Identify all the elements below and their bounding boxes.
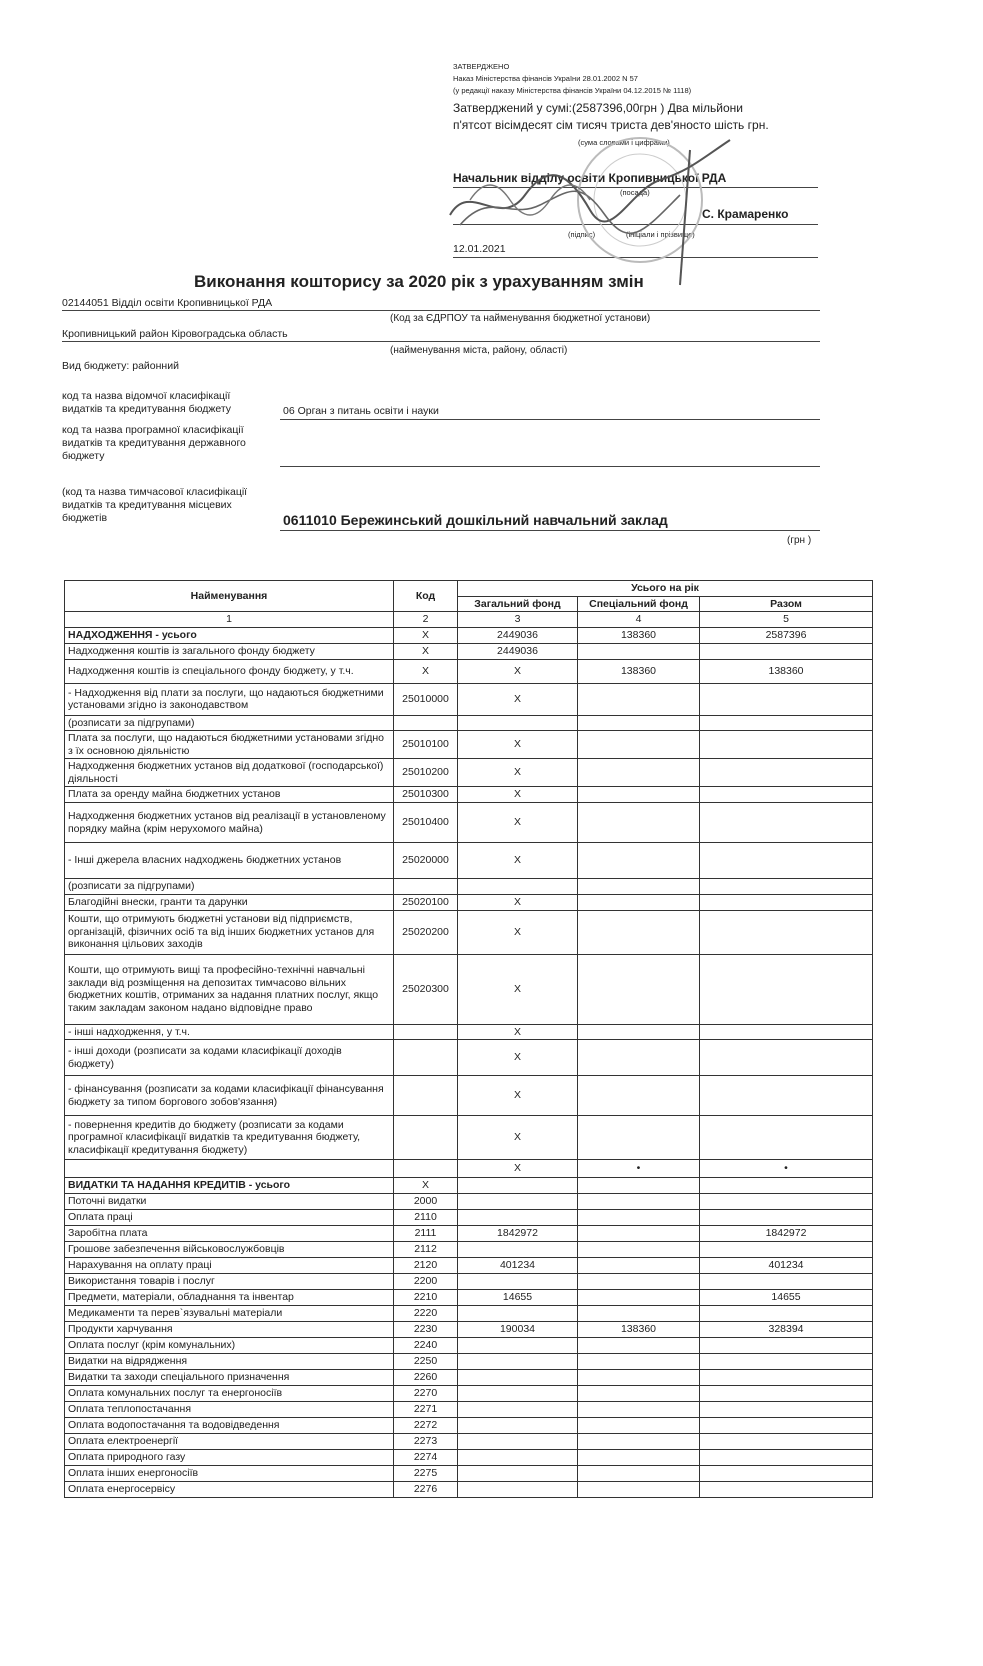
- row-special-fund: [578, 1402, 700, 1418]
- budget-execution-table: [64, 580, 873, 1498]
- row-general-fund: [458, 1386, 578, 1402]
- approver-position: Начальник відділу освіти Кропивницької РДА: [453, 171, 727, 185]
- row-general-fund: 401234: [458, 1258, 578, 1274]
- row-special-fund: [578, 731, 700, 759]
- temp-underline: [280, 530, 820, 531]
- row-special-fund: [578, 843, 700, 879]
- table-column-numbers: [65, 612, 873, 628]
- row-code: 2200: [394, 1274, 458, 1290]
- row-special-fund: [578, 1482, 700, 1498]
- row-special-fund: [578, 1226, 700, 1242]
- row-general-fund: X: [458, 787, 578, 803]
- table-row: [65, 659, 873, 683]
- row-code: 2240: [394, 1338, 458, 1354]
- row-general-fund: [458, 1242, 578, 1258]
- row-general-fund: X: [458, 683, 578, 715]
- row-code: 2120: [394, 1258, 458, 1274]
- row-special-fund: [578, 1466, 700, 1482]
- row-total: [700, 1194, 873, 1210]
- row-special-fund: [578, 759, 700, 787]
- row-total: [700, 1482, 873, 1498]
- row-total: 401234: [700, 1258, 873, 1274]
- row-code: 25020100: [394, 894, 458, 910]
- row-total: [700, 1434, 873, 1450]
- row-general-fund: 1842972: [458, 1226, 578, 1242]
- row-code: [394, 715, 458, 731]
- row-general-fund: [458, 1338, 578, 1354]
- row-total: [700, 843, 873, 879]
- row-total: 1842972: [700, 1226, 873, 1242]
- table-row: [65, 910, 873, 954]
- row-code: 2112: [394, 1242, 458, 1258]
- table-row: [65, 1418, 873, 1434]
- row-name: Оплата природного газу: [65, 1450, 394, 1466]
- row-special-fund: [578, 1116, 700, 1160]
- row-special-fund: [578, 803, 700, 843]
- row-total: [700, 1402, 873, 1418]
- row-general-fund: X: [458, 954, 578, 1024]
- table-row: [65, 1306, 873, 1322]
- row-code: 2270: [394, 1386, 458, 1402]
- row-total: [700, 759, 873, 787]
- row-special-fund: [578, 954, 700, 1024]
- approval-date: 12.01.2021: [453, 243, 506, 255]
- approved-sum-line-1: Затверджений у сумі:(2587396,00грн ) Два мільйони: [453, 101, 743, 115]
- approved-caption: ЗАТВЕРДЖЕНО: [453, 62, 510, 71]
- row-total: [700, 715, 873, 731]
- row-name: ВИДАТКИ ТА НАДАННЯ КРЕДИТІВ - усього: [65, 1178, 394, 1194]
- row-name: Кошти, що отримують бюджетні установи від підприємств, організацій, фізичних осіб та від інших бюджетних установ для виконання цільових заходів: [65, 910, 394, 954]
- row-general-fund: X: [458, 894, 578, 910]
- row-code: 25020200: [394, 910, 458, 954]
- row-total: [700, 787, 873, 803]
- row-code: [394, 1160, 458, 1178]
- table-row: [65, 1386, 873, 1402]
- row-special-fund: [578, 1024, 700, 1040]
- row-total: [700, 1338, 873, 1354]
- row-code: [394, 1116, 458, 1160]
- row-code: 25020000: [394, 843, 458, 879]
- col-number-3: 3: [458, 612, 578, 628]
- table-row: [65, 787, 873, 803]
- row-name: Надходження бюджетних установ від додаткової (господарської) діяльності: [65, 759, 394, 787]
- row-special-fund: [578, 1194, 700, 1210]
- row-name: Кошти, що отримують вищі та професійно-технічні навчальні заклади від розміщення на депозитах тимчасово вільних бюджетних коштів, отриманих за надання платних послуг, якщо таким закладам законом надано відповідне право: [65, 954, 394, 1024]
- institution-value: 02144051 Відділ освіти Кропивницької РДА: [62, 297, 273, 309]
- row-special-fund: [578, 1418, 700, 1434]
- row-special-fund: [578, 1450, 700, 1466]
- row-special-fund: [578, 1076, 700, 1116]
- row-general-fund: X: [458, 659, 578, 683]
- row-general-fund: [458, 1178, 578, 1194]
- row-special-fund: [578, 1306, 700, 1322]
- row-general-fund: X: [458, 1040, 578, 1076]
- row-total: [700, 803, 873, 843]
- row-total: 328394: [700, 1322, 873, 1338]
- table-row: [65, 1354, 873, 1370]
- dept-classification-label: код та назва відомчої класифікації видатків та кредитування бюджету: [62, 390, 232, 415]
- row-code: 25010300: [394, 787, 458, 803]
- row-code: [394, 1024, 458, 1040]
- table-row: [65, 894, 873, 910]
- row-general-fund: [458, 1466, 578, 1482]
- row-code: 2111: [394, 1226, 458, 1242]
- row-name: Оплата теплопостачання: [65, 1402, 394, 1418]
- header-code: Код: [394, 581, 458, 612]
- table-row: [65, 1338, 873, 1354]
- program-underline: [280, 466, 820, 467]
- row-total: [700, 879, 873, 895]
- row-total: [700, 1386, 873, 1402]
- col-number-1: 1: [65, 612, 394, 628]
- header-special-fund: Спеціальний фонд: [578, 596, 700, 612]
- row-general-fund: [458, 1274, 578, 1290]
- row-code: 25010100: [394, 731, 458, 759]
- table-row: [65, 731, 873, 759]
- row-total: [700, 1076, 873, 1116]
- row-special-fund: [578, 1258, 700, 1274]
- row-total: [700, 1354, 873, 1370]
- temporary-classification-value: 0611010 Бережинський дошкільний навчальний заклад: [283, 512, 668, 528]
- row-name: Надходження коштів із спеціального фонду бюджету, у т.ч.: [65, 659, 394, 683]
- row-code: 2230: [394, 1322, 458, 1338]
- row-general-fund: X: [458, 910, 578, 954]
- row-general-fund: [458, 1210, 578, 1226]
- row-general-fund: [458, 1434, 578, 1450]
- row-special-fund: [578, 1242, 700, 1258]
- row-code: 2272: [394, 1418, 458, 1434]
- table-row: [65, 1274, 873, 1290]
- row-total: [700, 683, 873, 715]
- table-row: [65, 1160, 873, 1178]
- row-special-fund: [578, 910, 700, 954]
- table-row: [65, 1242, 873, 1258]
- table-row: [65, 803, 873, 843]
- row-total: [700, 894, 873, 910]
- dept-underline: [280, 419, 820, 420]
- row-general-fund: X: [458, 759, 578, 787]
- header-sum: Разом: [700, 596, 873, 612]
- row-total: [700, 910, 873, 954]
- row-total: [700, 1116, 873, 1160]
- row-special-fund: [578, 1040, 700, 1076]
- program-classification-label: код та назва програмної класифікації видатків та кредитування державного бюджету: [62, 424, 246, 462]
- row-special-fund: •: [578, 1160, 700, 1178]
- row-name: - повернення кредитів до бюджету (розписати за кодами програмної класифікації видатків та кредитування бюджету, класифікації кредитування бюджету): [65, 1116, 394, 1160]
- city-value: Кропивницький район Кіровоградська область: [62, 328, 288, 340]
- initials-caption: (ініціали і прізвище): [626, 230, 695, 239]
- header-total-year: Усього на рік: [458, 581, 873, 597]
- row-special-fund: [578, 1338, 700, 1354]
- row-general-fund: [458, 1194, 578, 1210]
- row-code: 25020300: [394, 954, 458, 1024]
- row-code: 2260: [394, 1370, 458, 1386]
- table-row: [65, 1226, 873, 1242]
- row-total: [700, 643, 873, 659]
- table-row: [65, 1116, 873, 1160]
- row-special-fund: [578, 879, 700, 895]
- row-code: [394, 1040, 458, 1076]
- budget-type: Вид бюджету: районний: [62, 360, 179, 372]
- row-total: [700, 1370, 873, 1386]
- row-total: [700, 1210, 873, 1226]
- table-row: [65, 1370, 873, 1386]
- row-general-fund: [458, 1354, 578, 1370]
- row-general-fund: [458, 1402, 578, 1418]
- table-row: [65, 715, 873, 731]
- row-general-fund: [458, 1450, 578, 1466]
- table-row: [65, 1024, 873, 1040]
- row-total: [700, 1418, 873, 1434]
- row-special-fund: [578, 1354, 700, 1370]
- table-row: [65, 1076, 873, 1116]
- row-special-fund: [578, 1274, 700, 1290]
- table-row: [65, 879, 873, 895]
- row-code: 25010000: [394, 683, 458, 715]
- row-name: Оплата праці: [65, 1210, 394, 1226]
- row-special-fund: [578, 894, 700, 910]
- currency-unit: (грн ): [787, 535, 812, 546]
- row-name: НАДХОДЖЕННЯ - усього: [65, 627, 394, 643]
- row-total: [700, 1274, 873, 1290]
- row-code: X: [394, 627, 458, 643]
- table-row: [65, 627, 873, 643]
- col-number-2: 2: [394, 612, 458, 628]
- row-general-fund: [458, 715, 578, 731]
- row-general-fund: 190034: [458, 1322, 578, 1338]
- order-edition: (у редакції наказу Міністерства фінансів України 04.12.2015 № 1118): [453, 86, 692, 95]
- row-total: [700, 1466, 873, 1482]
- row-name: Оплата електроенергії: [65, 1434, 394, 1450]
- row-total: •: [700, 1160, 873, 1178]
- row-total: [700, 1242, 873, 1258]
- row-special-fund: [578, 1210, 700, 1226]
- row-special-fund: [578, 715, 700, 731]
- institution-caption: (Код за ЄДРПОУ та найменування бюджетної установи): [390, 313, 651, 324]
- sum-caption: (сума словами і цифрами): [578, 138, 670, 147]
- table-row: [65, 759, 873, 787]
- row-general-fund: 2449036: [458, 643, 578, 659]
- row-name: Грошове забезпечення військовослужбовців: [65, 1242, 394, 1258]
- row-special-fund: [578, 787, 700, 803]
- table-row: [65, 1178, 873, 1194]
- temporary-classification-label: (код та назва тимчасової класифікації видатків та кредитування місцевих бюджетів: [62, 486, 248, 524]
- row-name: Поточні видатки: [65, 1194, 394, 1210]
- row-name: Оплата енергосервісу: [65, 1482, 394, 1498]
- approved-sum-line-2: п'ятсот вісімдесят сім тисяч триста дев'яносто шість грн.: [453, 118, 769, 132]
- row-name: Видатки на відрядження: [65, 1354, 394, 1370]
- order-reference: Наказ Міністерства фінансів України 28.01.2002 N 57: [453, 74, 638, 83]
- row-name: Оплата водопостачання та водовідведення: [65, 1418, 394, 1434]
- row-code: 2250: [394, 1354, 458, 1370]
- row-name: Видатки та заходи спеціального призначення: [65, 1370, 394, 1386]
- row-total: [700, 1178, 873, 1194]
- row-name: Оплата інших енергоносіїв: [65, 1466, 394, 1482]
- table-row: [65, 843, 873, 879]
- row-code: 25010200: [394, 759, 458, 787]
- row-total: [700, 731, 873, 759]
- row-code: 2275: [394, 1466, 458, 1482]
- row-name: Продукти харчування: [65, 1322, 394, 1338]
- row-code: [394, 879, 458, 895]
- row-general-fund: X: [458, 731, 578, 759]
- table-row: [65, 1210, 873, 1226]
- table-row: [65, 1402, 873, 1418]
- page-title: Виконання кошторису за 2020 рік з урахуванням змін: [194, 272, 644, 291]
- row-general-fund: [458, 879, 578, 895]
- row-total: 2587396: [700, 627, 873, 643]
- row-total: 138360: [700, 659, 873, 683]
- row-special-fund: [578, 1386, 700, 1402]
- row-special-fund: [578, 1434, 700, 1450]
- row-name: - Надходження від плати за послуги, що надаються бюджетними установами згідно із законодавством: [65, 683, 394, 715]
- table-row: [65, 1258, 873, 1274]
- row-special-fund: 138360: [578, 659, 700, 683]
- signature-stamp-graphic: [430, 120, 750, 290]
- row-special-fund: [578, 1178, 700, 1194]
- row-special-fund: [578, 1290, 700, 1306]
- table-header-row-1: [65, 581, 873, 597]
- row-special-fund: [578, 683, 700, 715]
- row-special-fund: [578, 643, 700, 659]
- row-name: - інші надходження, у т.ч.: [65, 1024, 394, 1040]
- row-code: 2210: [394, 1290, 458, 1306]
- row-total: [700, 1040, 873, 1076]
- row-name: Використання товарів і послуг: [65, 1274, 394, 1290]
- city-caption: (найменування міста, району, області): [390, 345, 568, 356]
- row-name: Благодійні внески, гранти та дарунки: [65, 894, 394, 910]
- signer-name: С. Крамаренко: [702, 207, 789, 221]
- dept-classification-value: 06 Орган з питань освіти і науки: [283, 405, 439, 417]
- table-row: [65, 1482, 873, 1498]
- row-name: Медикаменти та перев`язувальні матеріали: [65, 1306, 394, 1322]
- row-total: 14655: [700, 1290, 873, 1306]
- table-row: [65, 1040, 873, 1076]
- position-caption: (посада): [620, 188, 650, 197]
- table-row: [65, 1434, 873, 1450]
- table-row: [65, 683, 873, 715]
- row-name: - Інші джерела власних надходжень бюджетних установ: [65, 843, 394, 879]
- row-code: X: [394, 1178, 458, 1194]
- col-number-5: 5: [700, 612, 873, 628]
- row-general-fund: [458, 1306, 578, 1322]
- row-name: (розписати за підгрупами): [65, 879, 394, 895]
- row-name: Плата за оренду майна бюджетних установ: [65, 787, 394, 803]
- row-code: X: [394, 659, 458, 683]
- row-name: Заробітна плата: [65, 1226, 394, 1242]
- row-code: 2274: [394, 1450, 458, 1466]
- row-name: Предмети, матеріали, обладнання та інвентар: [65, 1290, 394, 1306]
- row-general-fund: 2449036: [458, 627, 578, 643]
- row-name: Надходження коштів із загального фонду бюджету: [65, 643, 394, 659]
- row-total: [700, 1024, 873, 1040]
- row-special-fund: 138360: [578, 1322, 700, 1338]
- table-row: [65, 1450, 873, 1466]
- row-name: Оплата комунальних послуг та енергоносіїв: [65, 1386, 394, 1402]
- row-special-fund: 138360: [578, 627, 700, 643]
- row-code: [394, 1076, 458, 1116]
- row-name: [65, 1160, 394, 1178]
- table-row: [65, 1194, 873, 1210]
- row-code: 2276: [394, 1482, 458, 1498]
- row-general-fund: X: [458, 1116, 578, 1160]
- row-general-fund: [458, 1370, 578, 1386]
- row-name: Нарахування на оплату праці: [65, 1258, 394, 1274]
- row-code: 2000: [394, 1194, 458, 1210]
- row-general-fund: [458, 1418, 578, 1434]
- table-row: [65, 643, 873, 659]
- row-general-fund: X: [458, 1160, 578, 1178]
- signature-caption: (підпис): [568, 230, 596, 239]
- row-name: - фінансування (розписати за кодами класифікації фінансування бюджету за типом боргового зобов'язання): [65, 1076, 394, 1116]
- row-general-fund: [458, 1482, 578, 1498]
- table-row: [65, 1322, 873, 1338]
- row-code: X: [394, 643, 458, 659]
- row-general-fund: X: [458, 803, 578, 843]
- row-name: Надходження бюджетних установ від реалізації в установленому порядку майна (крім нерухомого майна): [65, 803, 394, 843]
- row-code: 2110: [394, 1210, 458, 1226]
- row-name: (розписати за підгрупами): [65, 715, 394, 731]
- row-name: - інші доходи (розписати за кодами класифікації доходів бюджету): [65, 1040, 394, 1076]
- row-total: [700, 1306, 873, 1322]
- row-total: [700, 954, 873, 1024]
- row-name: Плата за послуги, що надаються бюджетними установами згідно з їх основною діяльністю: [65, 731, 394, 759]
- row-name: Оплата послуг (крім комунальних): [65, 1338, 394, 1354]
- table-row: [65, 954, 873, 1024]
- row-code: 2220: [394, 1306, 458, 1322]
- header-name: Найменування: [65, 581, 394, 612]
- row-general-fund: X: [458, 1024, 578, 1040]
- table-row: [65, 1466, 873, 1482]
- table-row: [65, 1290, 873, 1306]
- col-number-4: 4: [578, 612, 700, 628]
- row-code: 2273: [394, 1434, 458, 1450]
- city-underline: [62, 341, 820, 342]
- row-code: 25010400: [394, 803, 458, 843]
- row-total: [700, 1450, 873, 1466]
- header-general-fund: Загальний фонд: [458, 596, 578, 612]
- row-code: 2271: [394, 1402, 458, 1418]
- row-general-fund: X: [458, 1076, 578, 1116]
- row-general-fund: X: [458, 843, 578, 879]
- institution-underline: [62, 310, 820, 311]
- row-general-fund: 14655: [458, 1290, 578, 1306]
- row-special-fund: [578, 1370, 700, 1386]
